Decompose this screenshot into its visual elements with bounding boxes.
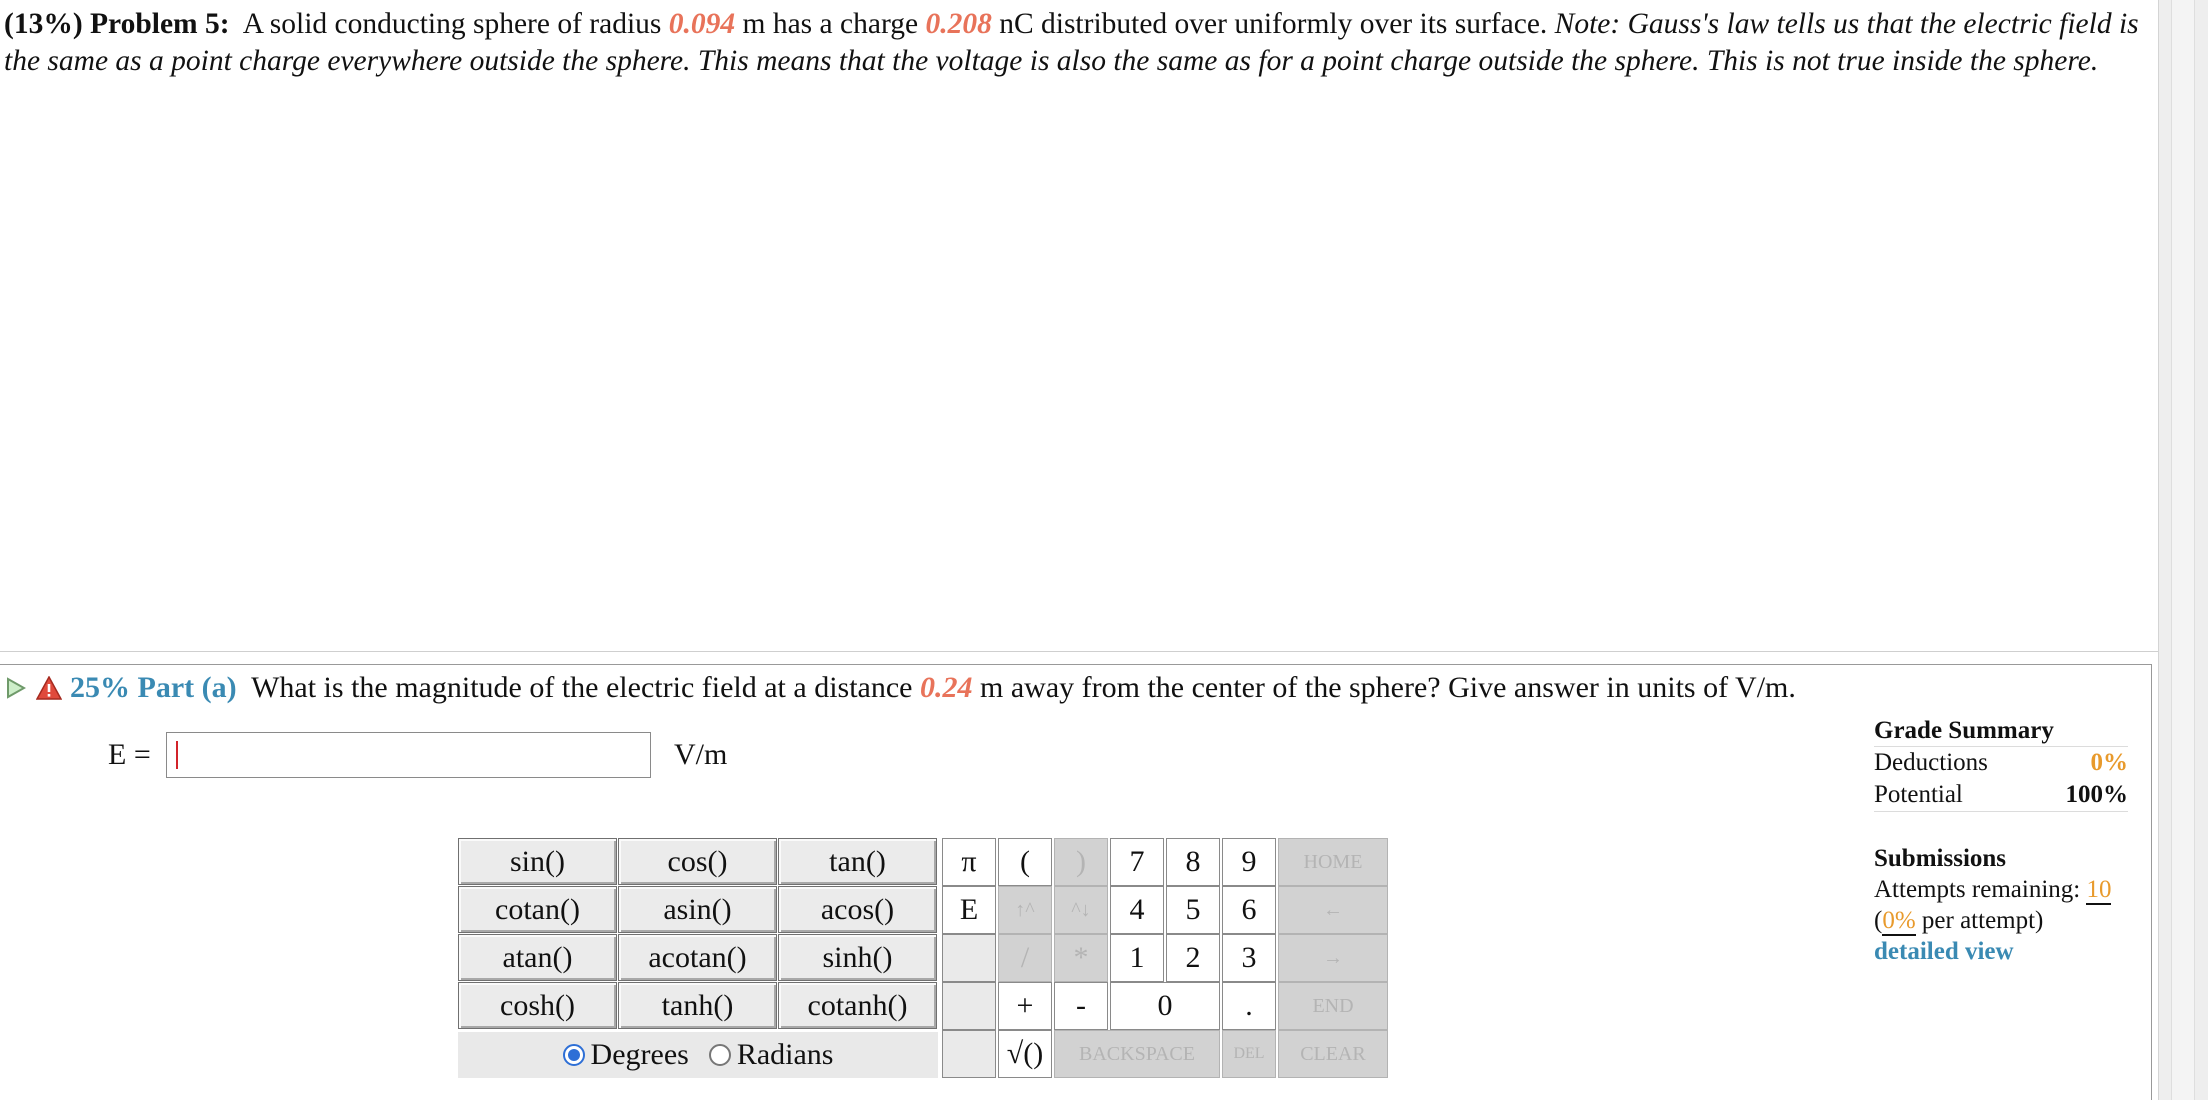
problem-note: Note: Gauss's law tells us that the electric field is the same as a point charge everywhere outside the sphere. This means that the voltage is also the same as for a point charge outside the sphere. This is not true inside the sphere. bbox=[4, 8, 2139, 77]
answer-unit: V/m bbox=[674, 738, 728, 771]
key-blank bbox=[942, 982, 996, 1030]
key-2[interactable]: 2 bbox=[1166, 934, 1220, 982]
key-8[interactable]: 8 bbox=[1166, 838, 1220, 886]
question-text-1: What is the magnitude of the electric field at a distance bbox=[251, 671, 913, 704]
key-7[interactable]: 7 bbox=[1110, 838, 1164, 886]
degrees-label: Degrees bbox=[590, 1038, 689, 1071]
key-clear[interactable]: CLEAR bbox=[1278, 1030, 1388, 1078]
radians-option[interactable] bbox=[709, 1038, 834, 1072]
play-icon[interactable] bbox=[6, 670, 26, 710]
divider bbox=[0, 651, 2158, 652]
warning-icon bbox=[36, 671, 62, 711]
key-tan[interactable]: tan() bbox=[778, 838, 937, 885]
potential-value: 100% bbox=[2065, 781, 2128, 808]
key-1[interactable]: 1 bbox=[1110, 934, 1164, 982]
part-a-question bbox=[6, 668, 1796, 711]
key-3[interactable]: 3 bbox=[1222, 934, 1276, 982]
per-attempt-open: ( bbox=[1874, 907, 1883, 934]
radians-label: Radians bbox=[736, 1038, 834, 1071]
key-down-arrow[interactable]: ^↓ bbox=[1054, 886, 1108, 934]
key-sqrt[interactable]: √() bbox=[998, 1030, 1052, 1078]
key-right-arrow[interactable]: → bbox=[1278, 934, 1388, 982]
key-acos[interactable]: acos() bbox=[778, 886, 937, 933]
attempts-label: Attempts remaining: bbox=[1874, 876, 2081, 903]
charge-value: 0.208 bbox=[925, 8, 992, 40]
part-percent: 25% bbox=[70, 671, 130, 704]
key-del[interactable]: DEL bbox=[1222, 1030, 1276, 1078]
deductions-row bbox=[1874, 747, 2128, 779]
key-cosh[interactable]: cosh() bbox=[458, 982, 617, 1029]
key-sin[interactable]: sin() bbox=[458, 838, 617, 885]
key-6[interactable]: 6 bbox=[1222, 886, 1276, 934]
deductions-value: 0% bbox=[2090, 749, 2128, 776]
deductions-label: Deductions bbox=[1874, 749, 1988, 776]
potential-row bbox=[1874, 779, 2128, 812]
problem-statement bbox=[4, 6, 2154, 80]
key-sinh[interactable]: sinh() bbox=[778, 934, 937, 981]
potential-label: Potential bbox=[1874, 781, 1963, 808]
key-end[interactable]: END bbox=[1278, 982, 1388, 1030]
key-blank bbox=[942, 934, 996, 982]
key-open-paren[interactable]: ( bbox=[998, 838, 1052, 886]
key-cotan[interactable]: cotan() bbox=[458, 886, 617, 933]
answer-label: E = bbox=[108, 738, 151, 771]
page-scrollbar[interactable] bbox=[2158, 0, 2208, 1100]
question-text-2: m away from the center of the sphere? Give answer in units of V/m. bbox=[980, 671, 1796, 704]
part-label: Part (a) bbox=[137, 671, 237, 704]
key-0[interactable]: 0 bbox=[1110, 982, 1220, 1030]
key-backspace[interactable]: BACKSPACE bbox=[1054, 1030, 1220, 1078]
problem-percent: (13%) bbox=[4, 8, 83, 40]
key-cos[interactable]: cos() bbox=[618, 838, 777, 885]
grade-summary-title: Grade Summary bbox=[1874, 716, 2128, 747]
degrees-option[interactable] bbox=[563, 1038, 689, 1072]
key-divide[interactable]: / bbox=[998, 934, 1052, 982]
key-9[interactable]: 9 bbox=[1222, 838, 1276, 886]
key-multiply[interactable]: * bbox=[1054, 934, 1108, 982]
detailed-view-link[interactable]: detailed view bbox=[1874, 938, 2014, 965]
radians-radio[interactable] bbox=[709, 1044, 731, 1066]
key-5[interactable]: 5 bbox=[1166, 886, 1220, 934]
key-blank bbox=[942, 1030, 996, 1078]
answer-input[interactable] bbox=[166, 732, 651, 778]
key-e[interactable]: E bbox=[942, 886, 996, 934]
key-acotan[interactable]: acotan() bbox=[618, 934, 777, 981]
key-tanh[interactable]: tanh() bbox=[618, 982, 777, 1029]
key-home[interactable]: HOME bbox=[1278, 838, 1388, 886]
submissions bbox=[1874, 843, 2128, 967]
key-decimal[interactable]: . bbox=[1222, 982, 1276, 1030]
per-attempt-text: per attempt) bbox=[1921, 907, 2044, 934]
text-cursor bbox=[176, 741, 178, 769]
problem-label: Problem 5: bbox=[90, 8, 230, 40]
per-attempt-value: 0% bbox=[1882, 907, 1916, 934]
distance-value: 0.24 bbox=[920, 671, 973, 704]
attempts-value: 10 bbox=[2086, 876, 2112, 903]
key-asin[interactable]: asin() bbox=[618, 886, 777, 933]
key-left-arrow[interactable]: ← bbox=[1278, 886, 1388, 934]
key-4[interactable]: 4 bbox=[1110, 886, 1164, 934]
radius-value: 0.094 bbox=[668, 8, 736, 40]
function-keypad bbox=[458, 838, 938, 1030]
key-up-arrow[interactable]: ↑^ bbox=[998, 886, 1052, 934]
key-plus[interactable]: + bbox=[998, 982, 1052, 1030]
submissions-title: Submissions bbox=[1874, 845, 2007, 872]
attempts-row bbox=[1874, 874, 2128, 905]
key-pi[interactable]: π bbox=[942, 838, 996, 886]
per-attempt-row bbox=[1874, 905, 2128, 936]
key-atan[interactable]: atan() bbox=[458, 934, 617, 981]
key-close-paren[interactable]: ) bbox=[1054, 838, 1108, 886]
degrees-radio[interactable] bbox=[563, 1044, 585, 1066]
key-minus[interactable]: - bbox=[1054, 982, 1108, 1030]
key-cotanh[interactable]: cotanh() bbox=[778, 982, 937, 1029]
problem-text-2: m has a charge bbox=[742, 8, 919, 40]
problem-text-1: A solid conducting sphere of radius bbox=[242, 8, 662, 40]
problem-text-3: nC distributed over uniformly over its surface. bbox=[999, 8, 1548, 40]
grade-summary bbox=[1874, 716, 2128, 812]
angle-mode bbox=[458, 1032, 938, 1078]
